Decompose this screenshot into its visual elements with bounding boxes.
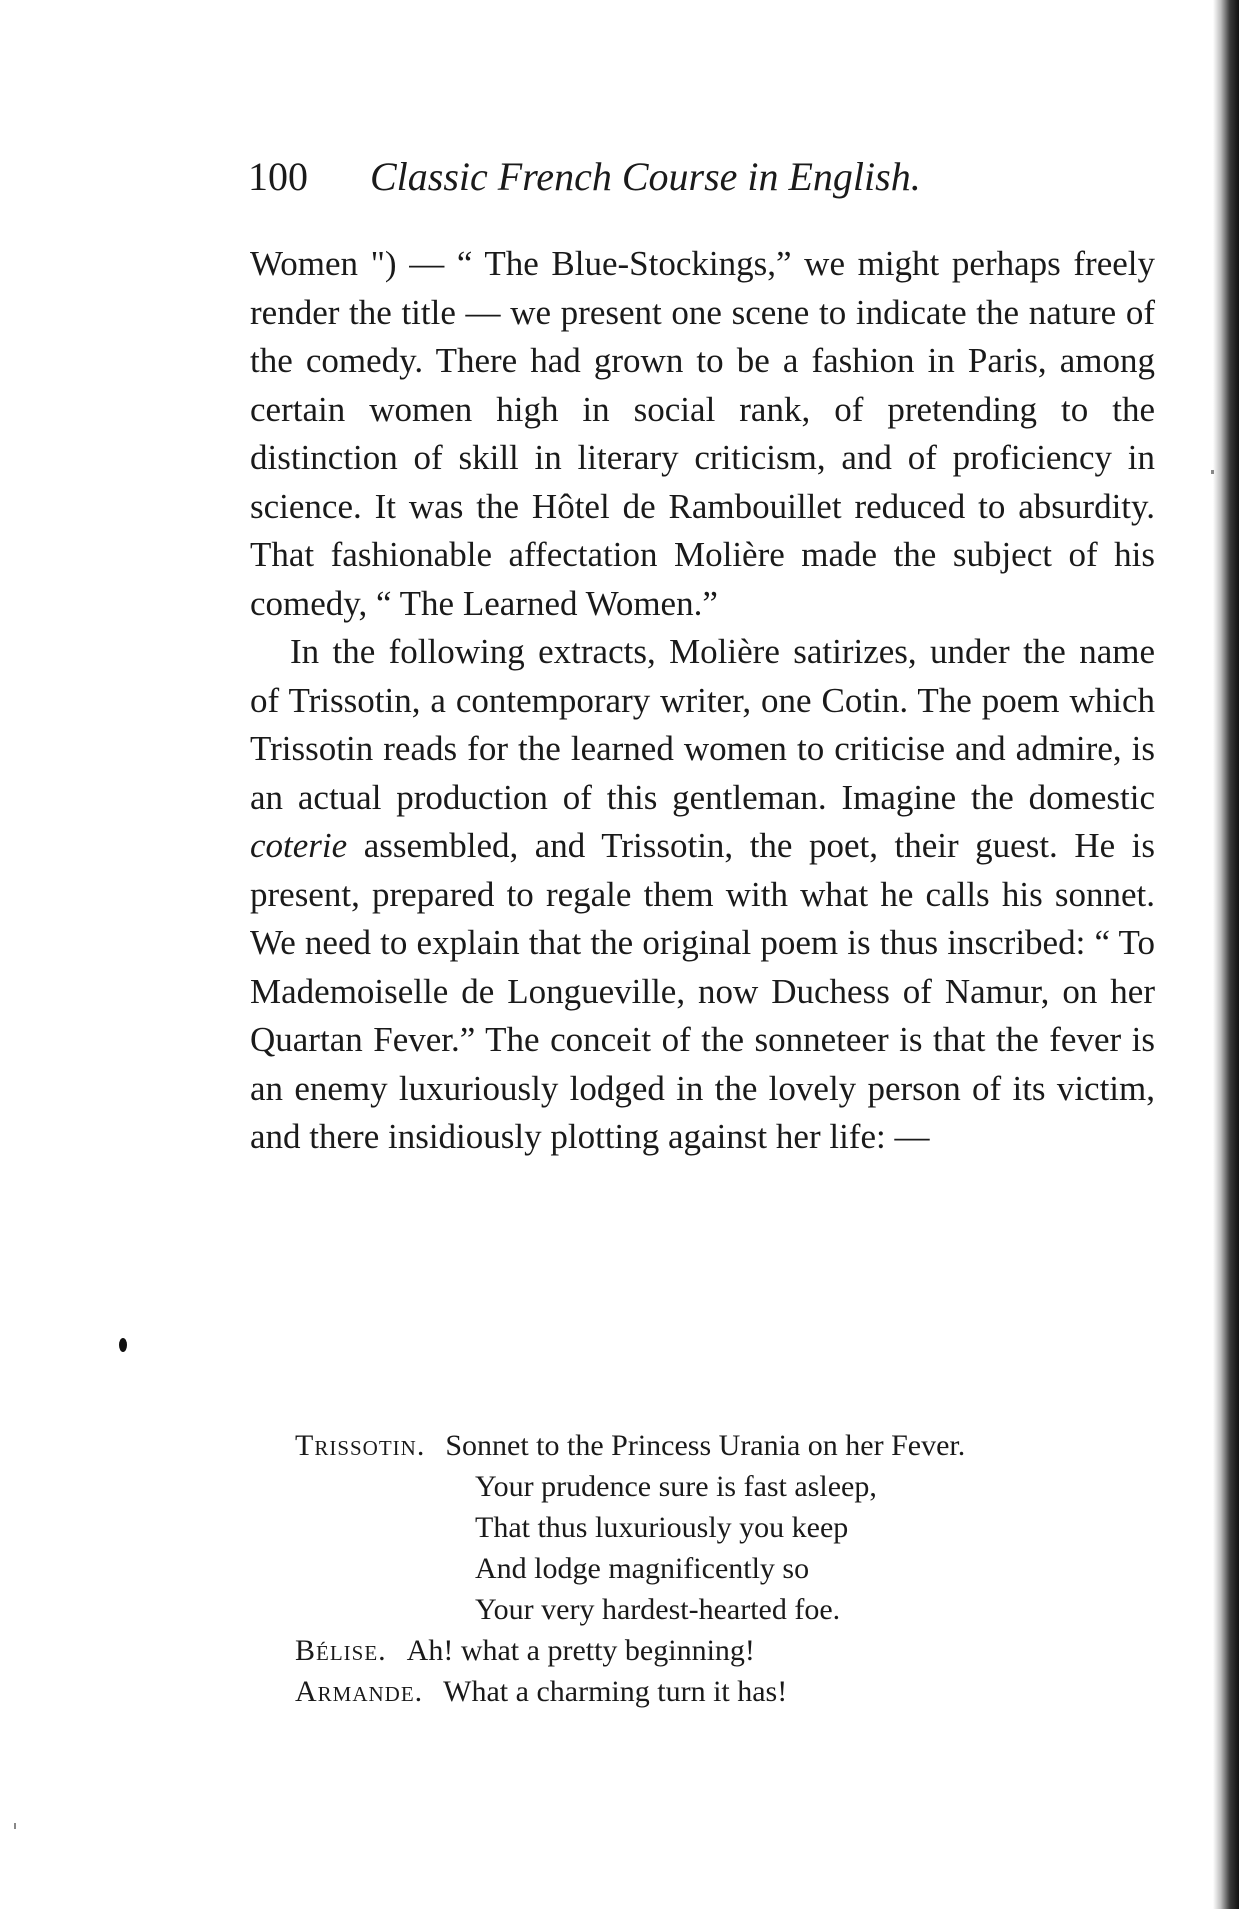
page-number: 100	[248, 154, 308, 199]
italic-term: coterie	[250, 826, 348, 865]
paragraph-text: In the following extracts, Molière satirizes, under the name of Trissotin, a contemporary writer, one Cotin. The poem which Trissotin reads for the learned women to criticise and admire, is an actual production of this gentleman. Imagine the domestic	[250, 632, 1155, 817]
running-title: Classic French Course in English.	[370, 154, 921, 199]
line-text: And lodge magnificently so	[475, 1552, 810, 1585]
paragraph-text: Women ") — “ The Blue-Stockings,” we might perhaps freely render the title — we present one scene to indicate the nature of the comedy. There had grown to be a fashion in Paris, among certain women high in social rank, of pretending to the distinction of skill in literary criticism, and of proficiency in science. It was the Hôtel de Rambouillet reduced to absurdity. That fashionable affectation Molière made the subject of his comedy, “ The Learned Women.”	[250, 244, 1155, 623]
speaker-name: Armande.	[295, 1675, 424, 1708]
line-text: What a charming turn it has!	[443, 1675, 788, 1708]
dialogue-line	[295, 1425, 1175, 1466]
line-text: Sonnet to the Princess Urania on her Fever.	[445, 1429, 966, 1462]
line-text: Ah! what a pretty beginning!	[406, 1634, 755, 1667]
paragraph-text: assembled, and Trissotin, the poet, their guest. He is present, prepared to regale them with what he calls his sonnet. We need to explain that the original poem is thus inscribed: “ To Mademoiselle de Longueville, now Duchess of Namur, on her Quartan Fever.” The conceit of the sonneteer is that the fever is an enemy luxuriously lodged in the lovely person of its victim, and there insidiously plotting against her life: —	[250, 826, 1155, 1156]
ink-speck	[14, 1823, 16, 1829]
paragraph	[250, 628, 1155, 1162]
ink-speck	[1211, 470, 1214, 474]
speaker-name: Trissotin.	[295, 1429, 426, 1462]
page-header	[248, 153, 1148, 201]
speaker-name: Bélise.	[295, 1634, 387, 1667]
page-edge-shadow	[1213, 0, 1239, 1909]
verse-line	[295, 1548, 1175, 1589]
dialogue-block	[295, 1425, 1175, 1712]
verse-line	[295, 1589, 1175, 1630]
verse-line	[295, 1507, 1175, 1548]
ink-spot	[119, 1338, 127, 1352]
line-text: Your prudence sure is fast asleep,	[475, 1470, 877, 1503]
dialogue-line	[295, 1671, 1175, 1712]
paragraph	[250, 240, 1155, 628]
verse-line	[295, 1466, 1175, 1507]
line-text: That thus luxuriously you keep	[475, 1511, 849, 1544]
body-text	[250, 240, 1155, 1162]
dialogue-line	[295, 1630, 1175, 1671]
line-text: Your very hardest-hearted foe.	[475, 1593, 841, 1626]
